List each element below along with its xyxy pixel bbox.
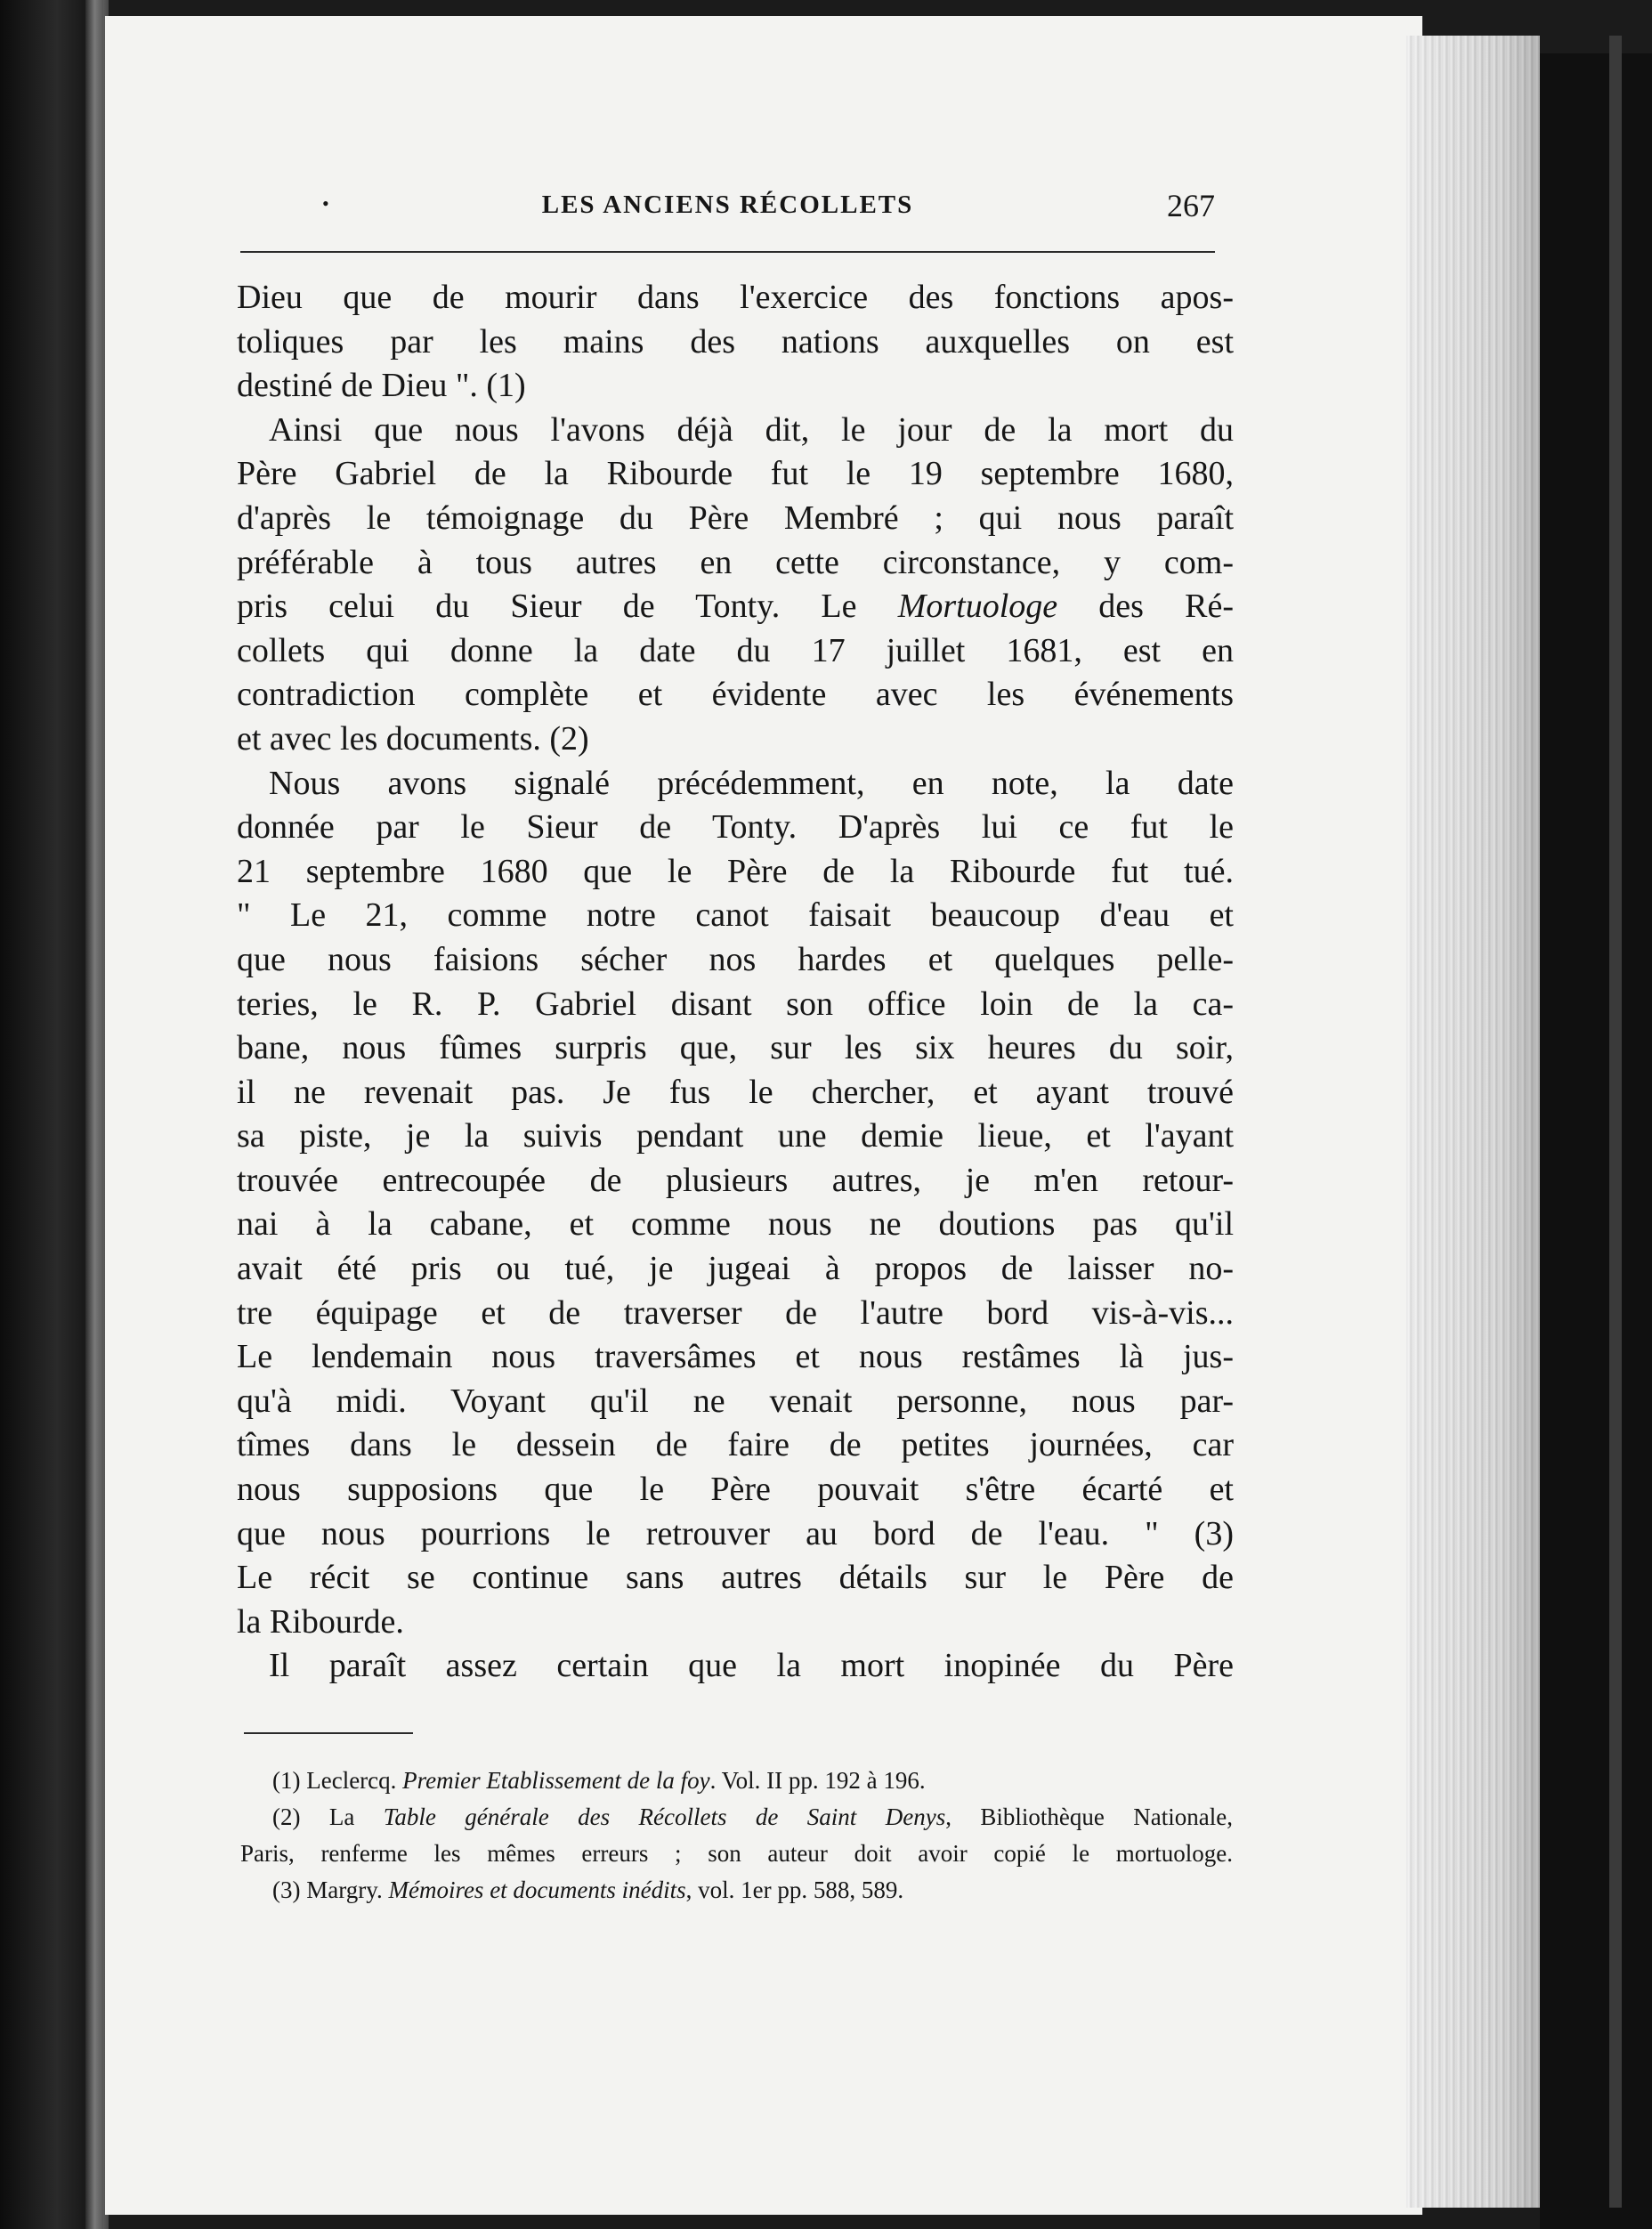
text-line [237,585,1234,629]
footnote-rule [244,1732,413,1734]
text-line: collets qui donne la date du 17 juillet 1681, est en [237,631,1234,669]
footnote-text: (2) La [272,1803,384,1830]
text-line: Le récit se continue sans autres détails sur le Père de [237,1559,1234,1597]
text-line: donnée par le Sieur de Tonty. D'après lui ce fut le [237,808,1234,847]
text-line: Ainsi que nous l'avons déjà dit, le jour de la mort du [269,410,1234,449]
text-line: 21 septembre 1680 que le Père de la Ribourde fut tué. [237,852,1234,890]
text-line: qu'à midi. Voyant qu'il ne venait personne, nous par- [237,1382,1234,1420]
text-line: contradiction complète et évidente avec les événements [237,676,1234,714]
footnote-text: , Bibliothèque Nationale, [945,1803,1233,1830]
text-line-segment: des Ré- [1057,588,1234,626]
text-line: destiné de Dieu ". (1) [237,367,526,405]
footnote [240,1836,1233,1872]
footnote-text: Paris, renferme les mêmes erreurs ; son auteur doit avoir copié le mortuologe. [240,1840,1233,1867]
footnote-text: , vol. 1er pp. 588, 589. [685,1876,904,1903]
footnote [240,1763,1233,1799]
footnote-title: Premier Etablissement de la foy [402,1767,710,1794]
footnote-text: (1) Leclercq. [272,1767,403,1794]
footnote [240,1799,1233,1836]
footnote [240,1872,1233,1909]
text-line: nai à la cabane, et comme nous ne doutions pas qu'il [237,1205,1234,1244]
text-line: la Ribourde. [237,1602,404,1641]
footnote-title: Mémoires et documents inédits [388,1876,686,1903]
text-line: Père Gabriel de la Ribourde fut le 19 septembre 1680, [237,455,1234,493]
text-line: teries, le R. P. Gabriel disant son office loin de la ca- [237,985,1234,1023]
body-text [237,276,1234,1689]
italic-title: Mortuologe [897,588,1058,626]
header-mark: • [322,192,329,215]
text-line: " Le 21, comme notre canot faisait beaucoup d'eau et [237,896,1234,935]
text-line: trouvée entrecoupée de plusieurs autres, je m'en retour- [237,1161,1234,1199]
text-line: tre équipage et de traverser de l'autre bord vis-à-vis... [237,1293,1234,1332]
text-line: sa piste, je la suivis pendant une demie lieue, et l'ayant [237,1117,1234,1155]
footnote-text: . Vol. II pp. 192 à 196. [709,1767,926,1794]
text-line: il ne revenait pas. Je fus le chercher, et ayant trouvé [237,1073,1234,1111]
text-line: d'après le témoignage du Père Membré ; qui nous paraît [237,498,1234,537]
text-line: Nous avons signalé précédemment, en note, la date [269,764,1234,802]
text-line: et avec les documents. (2) [237,719,589,758]
running-head [240,190,1215,226]
text-line: Dieu que de mourir dans l'exercice des fonctions apos- [237,279,1234,316]
text-line: Le lendemain nous traversâmes et nous restâmes là jus- [237,1338,1234,1376]
running-title: LES ANCIENS RÉCOLLETS [541,190,914,219]
footnotes [240,1763,1233,1909]
text-line-segment: pris celui du Sieur de Tonty. Le [237,588,898,626]
page-number: 267 [1167,188,1215,223]
text-line: bane, nous fûmes surpris que, sur les six heures du soir, [237,1029,1234,1067]
right-spine [1609,36,1622,2208]
right-background [1540,53,1652,2229]
text-line: préférable à tous autres en cette circonstance, y com- [237,543,1234,581]
header-rule [240,251,1215,253]
text-line: nous supposions que le Père pouvait s'être écarté et [237,1471,1234,1509]
text-line: avait été pris ou tué, je jugeai à propos de laisser no- [237,1250,1234,1288]
text-line: que nous faisions sécher nos hardes et quelques pelle- [237,940,1234,978]
text-line: que nous pourrions le retrouver au bord de l'eau. " (3) [237,1514,1234,1552]
footnote-text: (3) Margry. [272,1876,389,1903]
text-line: toliques par les mains des nations auxquelles on est [237,322,1234,361]
footnote-title: Table générale des Récollets de Saint Denys [383,1803,946,1830]
text-line: Il paraît assez certain que la mort inopinée du Père [269,1647,1234,1685]
text-line: tîmes dans le dessein de faire de petites journées, car [237,1426,1234,1464]
page-edges-shade [1406,36,1540,2208]
